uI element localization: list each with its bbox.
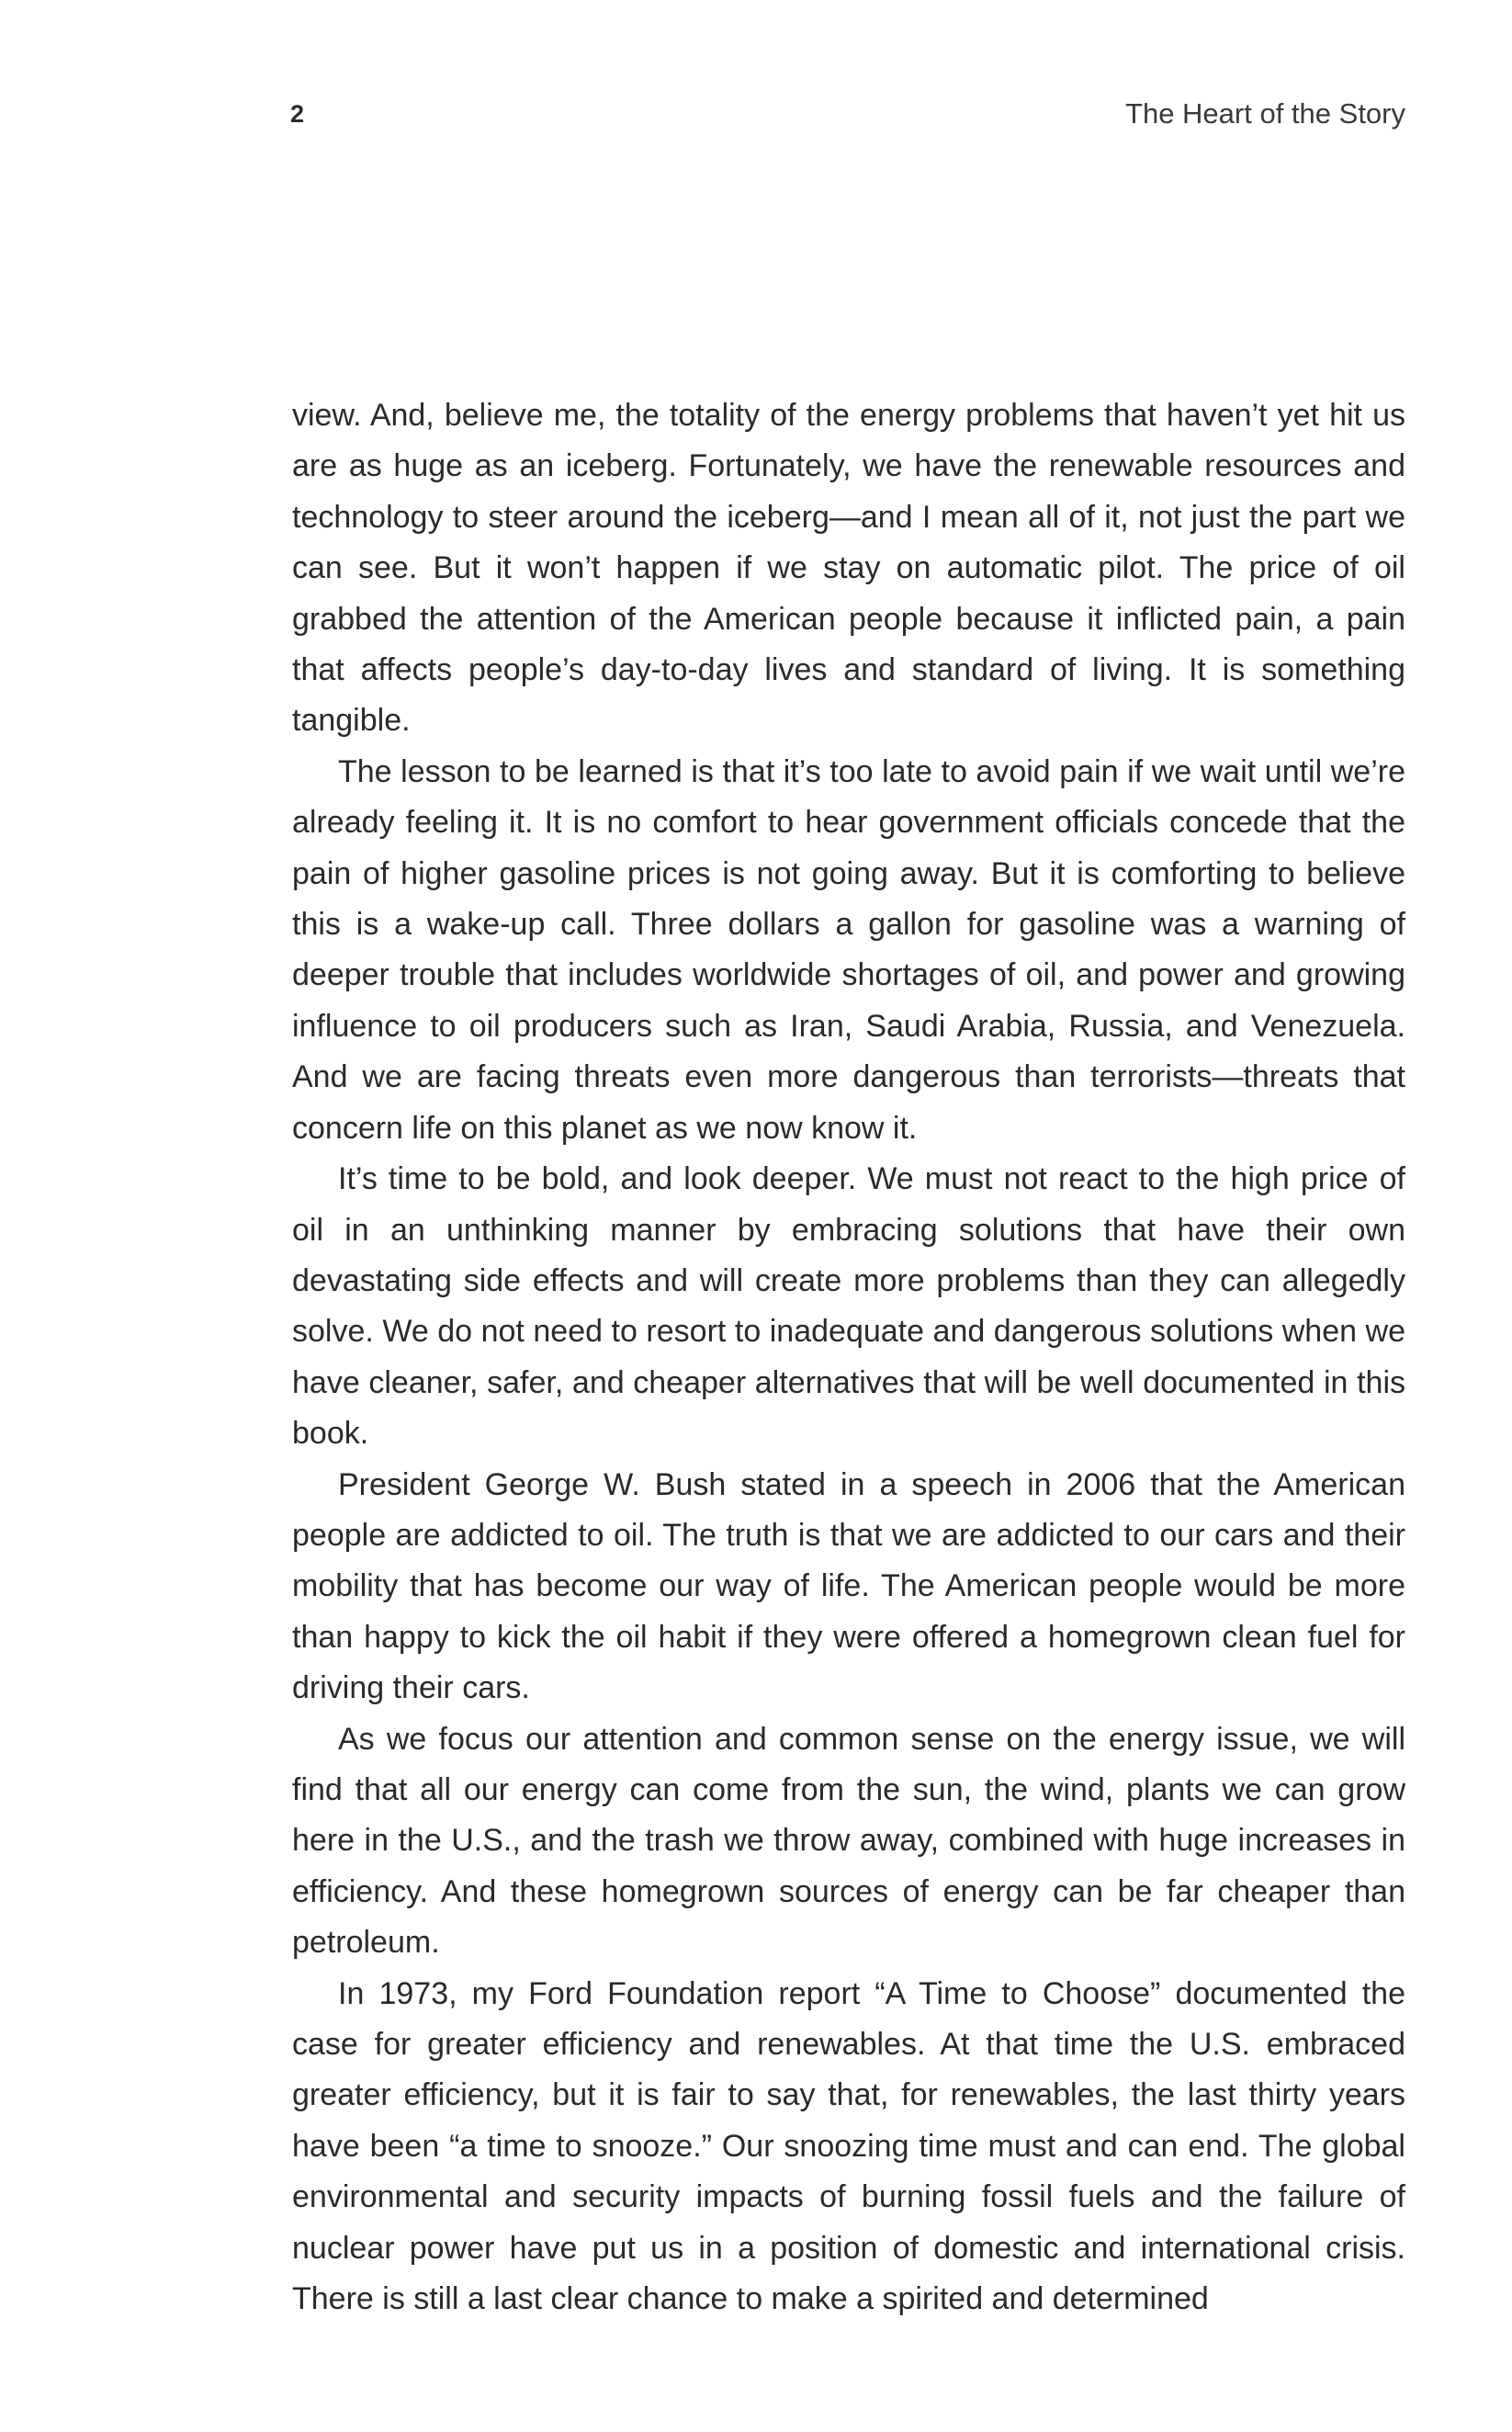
body-text <box>292 390 1405 2325</box>
paragraph-6: In 1973, my Ford Foundation report “A Time to Choose” documented the case for greater efficiency and renewables. At that time the U.S. embraced greater efficiency, but it is fair to say that, for renewables, the last thirty years have been “a time to snooze.” Our snoozing time must and can end. The global environmental and security impacts of burning fossil fuels and the failure of nuclear power have put us in a position of domestic and international crisis. There is still a last clear chance to make a spirited and determined <box>292 1975 1405 2317</box>
paragraph-3: It’s time to be bold, and look deeper. We must not react to the high price of oil in an unthinking manner by embracing solutions that have their own devastating side effects and will create more problems than they can allegedly solve. We do not need to resort to inadequate and dangerous solutions when we have cleaner, safer, and cheaper alternatives that will be well documented in this book. <box>292 1161 1405 1452</box>
paragraph-4: President George W. Bush stated in a speech in 2006 that the American people are addicted to oil. The truth is that we are addicted to our cars and their mobility that has become our way of life. The American people would be more than happy to kick the oil habit if they were offered a homegrown clean fuel for driving their cars. <box>292 1466 1405 1706</box>
page-number: 2 <box>290 100 305 128</box>
running-title: The Heart of the Story <box>1125 97 1405 130</box>
paragraph-1: view. And, believe me, the totality of the energy problems that haven’t yet hit us are as huge as an iceberg. Fortunately, we have the renewable resources and technology to steer around the iceberg—and I mean all of it, not just the part we can see. But it won’t happen if we stay on automatic pilot. The price of oil grabbed the attention of the American people because it inflicted pain, a pain that affects people’s day-to-day lives and standard of living. It is something tangible. <box>292 398 1405 739</box>
paragraph-2: The lesson to be learned is that it’s too late to avoid pain if we wait until we’re already feeling it. It is no comfort to hear government officials concede that the pain of higher gasoline prices is not going away. But it is comforting to believe this is a wake-up call. Three dollars a gallon for gasoline was a warning of deeper trouble that includes worldwide shortages of oil, and power and growing influence to oil producers such as Iran, Saudi Arabia, Russia, and Venezuela. And we are facing threats even more dangerous than terrorists—threats that concern life on this planet as we now know it. <box>292 753 1405 1146</box>
paragraph-5: As we focus our attention and common sense on the energy issue, we will find that all our energy can come from the sun, the wind, plants we can grow here in the U.S., and the trash we throw away, combined with huge increases in efficiency. And these homegrown sources of energy can be far cheaper than petroleum. <box>292 1721 1405 1961</box>
